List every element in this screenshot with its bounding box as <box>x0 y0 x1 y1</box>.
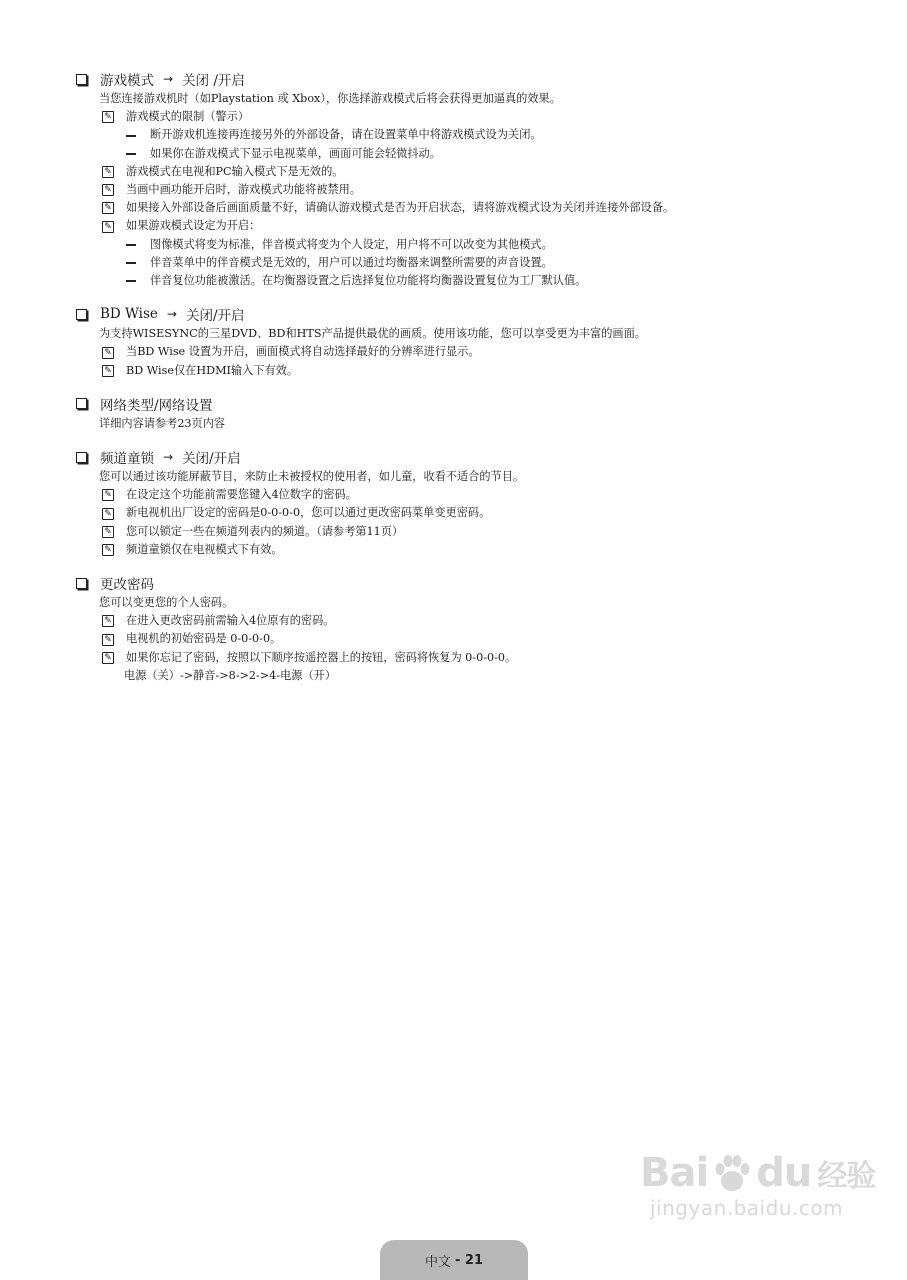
note-icon: ✎ <box>102 166 114 178</box>
line-text: 伴音菜单中的伴音模式是无效的，用户可以通过均衡器来调整所需要的声音设置。 <box>150 255 553 269</box>
line-text: 伴音复位功能被激活。在均衡器设置之后选择复位功能将均衡器设置复位为工厂默认值。 <box>150 274 587 288</box>
menu-section <box>76 303 856 380</box>
dash-bullet-icon <box>126 262 136 264</box>
menu-section <box>76 68 856 290</box>
note-item <box>76 343 856 361</box>
section-title: 游戏模式 <box>100 73 154 89</box>
line-text: 详细内容请参考23页内容 <box>99 416 226 430</box>
section-title: 更改密码 <box>100 577 154 594</box>
note-icon: ✎ <box>102 526 114 538</box>
note-item <box>76 108 856 126</box>
line-text: 断开游戏机连接再连接另外的外部设备，请在设置菜单中将游戏模式设为关闭。 <box>150 128 542 142</box>
note-icon: ✎ <box>102 221 114 233</box>
line-text: 电源（关）->静音->8->2->4-电源（开） <box>124 668 337 682</box>
sub-item <box>76 236 856 254</box>
arrow-right-icon: → <box>163 450 174 465</box>
line-text: 您可以通过该功能屏蔽节目，来防止未被授权的使用者，如儿童，收看不适合的节目。 <box>99 470 525 484</box>
section-heading <box>76 303 856 325</box>
note-icon: ✎ <box>102 634 114 646</box>
section-title: 频道童锁 <box>100 451 154 468</box>
line-text: 当BD Wise 设置为开启，画面模式将自动选择最好的分辨率进行显示。 <box>126 345 480 359</box>
note-item <box>76 199 856 217</box>
checkbox-bullet-icon <box>76 309 87 320</box>
sub-item <box>76 126 856 144</box>
line-text: 图像模式将变为标准，伴音模式将变为个人设定，用户将不可以改变为其他模式。 <box>150 237 553 251</box>
menu-section <box>76 572 856 685</box>
page-content <box>76 68 856 698</box>
note-item <box>76 541 856 559</box>
section-heading <box>76 393 856 415</box>
line-text: 当画中画功能开启时，游戏模式功能将被禁用。 <box>126 183 361 197</box>
line-text: 电视机的初始密码是 0-0-0-0。 <box>126 632 282 646</box>
note-icon: ✎ <box>102 508 114 520</box>
section-options: 关闭/开启 <box>185 308 245 325</box>
footer-page-number: - 21 <box>455 1252 484 1268</box>
line-text: 游戏模式在电视和PC输入模式下是无效的。 <box>126 164 344 178</box>
note-icon: ✎ <box>102 365 114 377</box>
note-item <box>76 163 856 181</box>
line-text: 如果游戏模式设定为开启： <box>126 219 261 233</box>
note-icon: ✎ <box>102 111 114 123</box>
line-text: 在设定这个功能前需要您键入4位数字的密码。 <box>126 488 357 502</box>
note-item <box>76 486 856 504</box>
note-item <box>76 630 856 648</box>
line-text: BD Wise仅在HDMI输入下有效。 <box>126 363 299 377</box>
checkbox-bullet-icon <box>76 74 87 85</box>
note-icon: ✎ <box>102 489 114 501</box>
note-item <box>76 612 856 630</box>
line-text: 当您连接游戏机时（如Playstation 或 Xbox），你选择游戏模式后将会获得更加逼真的效果。 <box>99 92 561 105</box>
note-item <box>76 523 856 541</box>
section-heading <box>76 68 856 90</box>
line-text: 频道童锁仅在电视模式下有效。 <box>126 542 283 556</box>
checkbox-bullet-icon <box>76 398 87 409</box>
note-item <box>76 504 856 522</box>
sub-item <box>76 272 856 290</box>
arrow-right-icon: → <box>163 72 174 86</box>
line-text: 您可以变更您的个人密码。 <box>99 596 234 610</box>
section-description <box>76 325 856 343</box>
watermark-logo-cn: 经验 <box>817 1159 876 1194</box>
footer-language: 中文 <box>424 1254 451 1270</box>
sub-item <box>76 254 856 272</box>
watermark-url: jingyan.baidu.com <box>650 1196 844 1220</box>
section-description <box>76 594 856 612</box>
note-item <box>76 649 856 667</box>
line-text: 如果接入外部设备后画面质量不好，请确认游戏模式是否为开启状态，请将游戏模式设为关闭并连接外部设备。 <box>126 201 675 215</box>
line-text: 为支持WISESYNC的三星DVD、BD和HTS产品提供最优的画质。使用该功能，您可以享受更为丰富的画面。 <box>99 327 646 341</box>
section-description <box>76 468 856 486</box>
line-text: 游戏模式的限制（警示） <box>126 110 250 124</box>
menu-section <box>76 446 856 559</box>
section-title: 网络类型/网络设置 <box>100 397 213 414</box>
section-options: 关闭/开启 <box>182 451 241 468</box>
page-footer <box>380 1240 528 1280</box>
line-text: 如果你在游戏模式下显示电视菜单，画面可能会轻微抖动。 <box>150 146 441 160</box>
menu-section <box>76 393 856 433</box>
note-icon: ✎ <box>102 347 114 359</box>
note-icon: ✎ <box>102 652 114 664</box>
checkbox-bullet-icon <box>76 578 87 589</box>
note-icon: ✎ <box>102 184 114 196</box>
section-heading <box>76 572 856 594</box>
watermark-logo-text-b: du <box>756 1150 812 1196</box>
sub-item <box>76 145 856 163</box>
section-description <box>76 90 856 108</box>
watermark-logo <box>640 1150 880 1196</box>
section-description <box>76 415 856 433</box>
line-text: 如果你忘记了密码，按照以下顺序按遥控器上的按钮，密码将恢复为 0-0-0-0。 <box>126 650 517 664</box>
note-item <box>76 217 856 235</box>
note-item <box>76 362 856 380</box>
line-text: 您可以锁定一些在频道列表内的频道。（请参考第11页） <box>126 524 404 538</box>
dash-bullet-icon <box>126 135 136 137</box>
section-options: 关闭 /开启 <box>182 73 245 89</box>
section-title: BD Wise <box>100 306 158 323</box>
watermark-logo-text-a: Bai <box>640 1150 709 1196</box>
line-text: 新电视机出厂设定的密码是0-0-0-0，您可以通过更改密码菜单变更密码。 <box>126 506 491 520</box>
baidu-watermark <box>640 1150 880 1240</box>
dash-bullet-icon <box>126 153 136 155</box>
section-heading <box>76 446 856 468</box>
arrow-right-icon: → <box>166 307 177 322</box>
note-icon: ✎ <box>102 544 114 556</box>
paw-icon <box>710 1151 754 1195</box>
note-item <box>76 181 856 199</box>
dash-bullet-icon <box>126 280 136 282</box>
checkbox-bullet-icon <box>76 452 87 463</box>
note-icon: ✎ <box>102 202 114 214</box>
note-icon: ✎ <box>102 615 114 627</box>
line-text: 在进入更改密码前需输入4位原有的密码。 <box>126 614 335 628</box>
note-continuation <box>76 667 856 685</box>
dash-bullet-icon <box>126 244 136 246</box>
